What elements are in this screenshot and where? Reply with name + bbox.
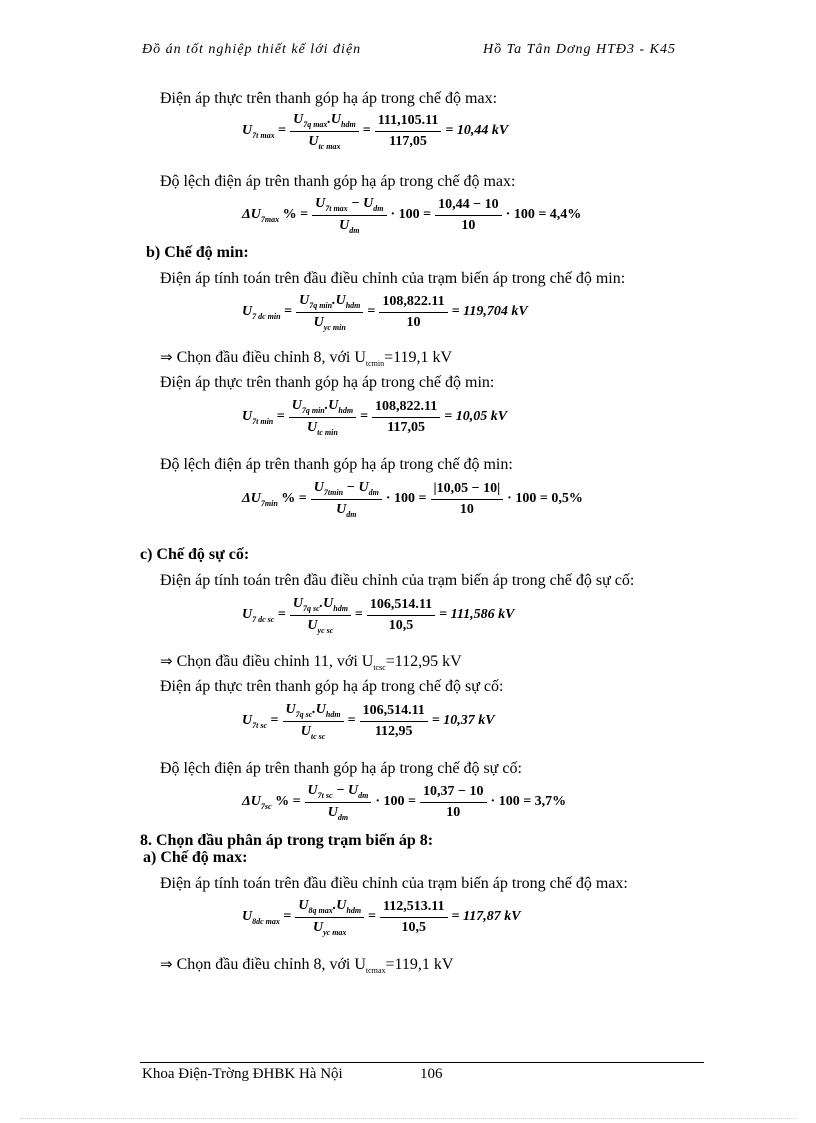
eq6-result: = 111,586 kV bbox=[439, 607, 515, 623]
eq8-frac-symbolic: $\frac{U_{7t sc} - U_{dm}}{U_{dm}}$ bbox=[305, 783, 372, 822]
implies-arrow-icon: ⇒ bbox=[160, 652, 173, 670]
eq1-lhs: $U_{7t max}$ bbox=[242, 122, 275, 140]
eq3-frac-numeric: $\frac{108,822.11}{10}$ bbox=[379, 294, 447, 331]
equation-1: $U_{7t max}$ = $\frac{U_{7q max}.U_{hdm}}{U_{tc max}}$ = $\frac{111,105.11}{117,05}$ = 10,44 kV bbox=[242, 112, 509, 151]
eq7-frac-symbolic: $\frac{U_{7q sc}.U_{hdm}}{U_{tc sc}}$ bbox=[283, 702, 344, 741]
header-right: Hồ Ta Tân Dơng HTĐ3 - K45 bbox=[483, 42, 676, 57]
text-line-2: Độ lệch điện áp trên thanh góp hạ áp trong chế độ max: bbox=[160, 173, 516, 190]
eq4-frac-symbolic: $\frac{U_{7q min}.U_{hdm}}{U_{tc min}}$ bbox=[289, 398, 356, 437]
eq5-lhs: $\Delta U_{7min}$ % = bbox=[242, 490, 307, 508]
text-line-9: Điện áp thực trên thanh góp hạ áp trong chế độ sự cố: bbox=[160, 678, 504, 695]
eq5-frac-numeric: $\frac{|10,05 - 10|}{10}$ bbox=[431, 481, 504, 518]
eq9-lhs: $U_{8dc max}$ bbox=[242, 908, 280, 926]
text-line-1: Điện áp thực trên thanh góp hạ áp trong chế độ max: bbox=[160, 90, 498, 107]
eq1-frac-numeric: $\frac{111,105.11}{117,05}$ bbox=[375, 113, 442, 150]
eq9-frac-symbolic: $\frac{U_{8q max}.U_{hdm}}{U_{yc max}}$ bbox=[295, 898, 364, 937]
equation-7: $U_{7t sc}$ = $\frac{U_{7q sc}.U_{hdm}}{U_{tc sc}}$ = $\frac{106,514.11}{112,95}$ = 10,37 kV bbox=[242, 702, 495, 741]
equation-5: $\Delta U_{7min}$ % = $\frac{U_{7tmin} - U_{dm}}{U_{dm}}$ · 100 = $\frac{|10,05 - 10|}{10}$ · 100 = 0,5% bbox=[242, 480, 583, 519]
eq5-result: · 100 = 0,5% bbox=[507, 491, 583, 507]
eq7-lhs: $U_{7t sc}$ bbox=[242, 712, 268, 730]
equation-2: $\Delta U_{7max}$ % = $\frac{U_{7t max} - U_{dm}}{U_{dm}}$ · 100 = $\frac{10,44 - 10}{10}$ · 100 = 4,4% bbox=[242, 196, 582, 235]
text-line-6: Độ lệch điện áp trên thanh góp hạ áp trong chế độ min: bbox=[160, 456, 513, 473]
eq2-lhs: $\Delta U_{7max}$ % = bbox=[242, 206, 309, 224]
text-line-7: Điện áp tính toán trên đầu điều chỉnh của trạm biến áp trong chế độ sự cố: bbox=[160, 572, 635, 589]
eq8-frac-numeric: $\frac{10,37 - 10}{10}$ bbox=[420, 784, 486, 821]
eq3-frac-symbolic: $\frac{U_{7q min}.U_{hdm}}{U_{yc min}}$ bbox=[296, 293, 363, 332]
text-line-10: Độ lệch điện áp trên thanh góp hạ áp trong chế độ sự cố: bbox=[160, 760, 522, 777]
eq6-frac-symbolic: $\frac{U_{7q sc}.U_{hdm}}{U_{yc sc}}$ bbox=[290, 596, 351, 635]
eq1-frac-symbolic: $\frac{U_{7q max}.U_{hdm}}{U_{tc max}}$ bbox=[290, 112, 359, 151]
implies-arrow-icon: ⇒ bbox=[160, 348, 173, 366]
eq4-result: = 10,05 kV bbox=[444, 409, 508, 425]
heading-c-suco: c) Chế độ sự cố: bbox=[140, 546, 250, 563]
eq7-result: = 10,37 kV bbox=[431, 713, 495, 729]
text-line-11: Điện áp tính toán trên đầu điều chỉnh của trạm biến áp trong chế độ max: bbox=[160, 875, 628, 892]
choice-line-max-tba8: ⇒ Chọn đầu điều chỉnh 8, với $U_{tcmax}=119,1$ kV bbox=[160, 955, 454, 976]
implies-arrow-icon: ⇒ bbox=[160, 955, 173, 973]
eq9-frac-numeric: $\frac{112,513.11}{10,5}$ bbox=[380, 899, 447, 936]
eq1-result: = 10,44 kV bbox=[445, 123, 509, 139]
choice-line-suco: ⇒ Chọn đầu điều chỉnh 11, với $U_{tcsc}=112,95$ kV bbox=[160, 652, 462, 673]
eq6-lhs: $U_{7 dc sc}$ bbox=[242, 606, 275, 624]
eq2-result: · 100 = 4,4% bbox=[505, 207, 582, 223]
section-8-heading: 8. Chọn đầu phân áp trong trạm biến áp 8: bbox=[140, 832, 434, 849]
eq4-lhs: $U_{7t min}$ bbox=[242, 408, 274, 426]
equation-4: $U_{7t min}$ = $\frac{U_{7q min}.U_{hdm}}{U_{tc min}}$ = $\frac{108,822.11}{117,05}$ = 10,05 kV bbox=[242, 398, 508, 437]
eq7-frac-numeric: $\frac{106,514.11}{112,95}$ bbox=[360, 703, 428, 740]
eq8-lhs: $\Delta U_{7sc}$ % = bbox=[242, 793, 301, 811]
eq8-result: · 100 = 3,7% bbox=[490, 794, 567, 810]
page-edge-dots bbox=[20, 1118, 796, 1119]
page-number: 106 bbox=[420, 1066, 443, 1082]
text-line-3: Điện áp tính toán trên đầu điều chỉnh của trạm biến áp trong chế độ min: bbox=[160, 270, 626, 287]
eq9-result: = 117,87 kV bbox=[451, 909, 521, 925]
equation-3: $U_{7 dc min}$ = $\frac{U_{7q min}.U_{hdm}}{U_{yc min}}$ = $\frac{108,822.11}{10}$ = 119,704 kV bbox=[242, 293, 528, 332]
eq4-frac-numeric: $\frac{108,822.11}{117,05}$ bbox=[372, 399, 440, 436]
equation-8: $\Delta U_{7sc}$ % = $\frac{U_{7t sc} - U_{dm}}{U_{dm}}$ · 100 = $\frac{10,37 - 10}{10}$ · 100 = 3,7% bbox=[242, 783, 567, 822]
choice-line-min: ⇒ Chọn đầu điều chỉnh 8, với $U_{tcmin}=119,1$ kV bbox=[160, 348, 453, 369]
footer-left: Khoa Điện-Trờng ĐHBK Hà Nội bbox=[142, 1066, 343, 1082]
eq6-frac-numeric: $\frac{106,514.11}{10,5}$ bbox=[367, 597, 435, 634]
heading-b-min: b) Chế độ min: bbox=[146, 244, 249, 261]
heading-a-max: a) Chế độ max: bbox=[143, 849, 248, 866]
footer-divider bbox=[140, 1062, 704, 1063]
text-line-5: Điện áp thực trên thanh góp hạ áp trong chế độ min: bbox=[160, 374, 495, 391]
eq5-frac-symbolic: $\frac{U_{7tmin} - U_{dm}}{U_{dm}}$ bbox=[311, 480, 382, 519]
eq2-frac-symbolic: $\frac{U_{7t max} - U_{dm}}{U_{dm}}$ bbox=[312, 196, 386, 235]
eq3-result: = 119,704 kV bbox=[451, 304, 528, 320]
header-left: Đồ án tốt nghiệp thiết kế lới điện bbox=[142, 42, 362, 57]
eq2-frac-numeric: $\frac{10,44 - 10}{10}$ bbox=[435, 197, 501, 234]
eq3-lhs: $U_{7 dc min}$ bbox=[242, 303, 281, 321]
equation-9: $U_{8dc max}$ = $\frac{U_{8q max}.U_{hdm}}{U_{yc max}}$ = $\frac{112,513.11}{10,5}$ = 117,87 kV bbox=[242, 898, 521, 937]
equation-6: $U_{7 dc sc}$ = $\frac{U_{7q sc}.U_{hdm}}{U_{yc sc}}$ = $\frac{106,514.11}{10,5}$ = 111,586 kV bbox=[242, 596, 515, 635]
